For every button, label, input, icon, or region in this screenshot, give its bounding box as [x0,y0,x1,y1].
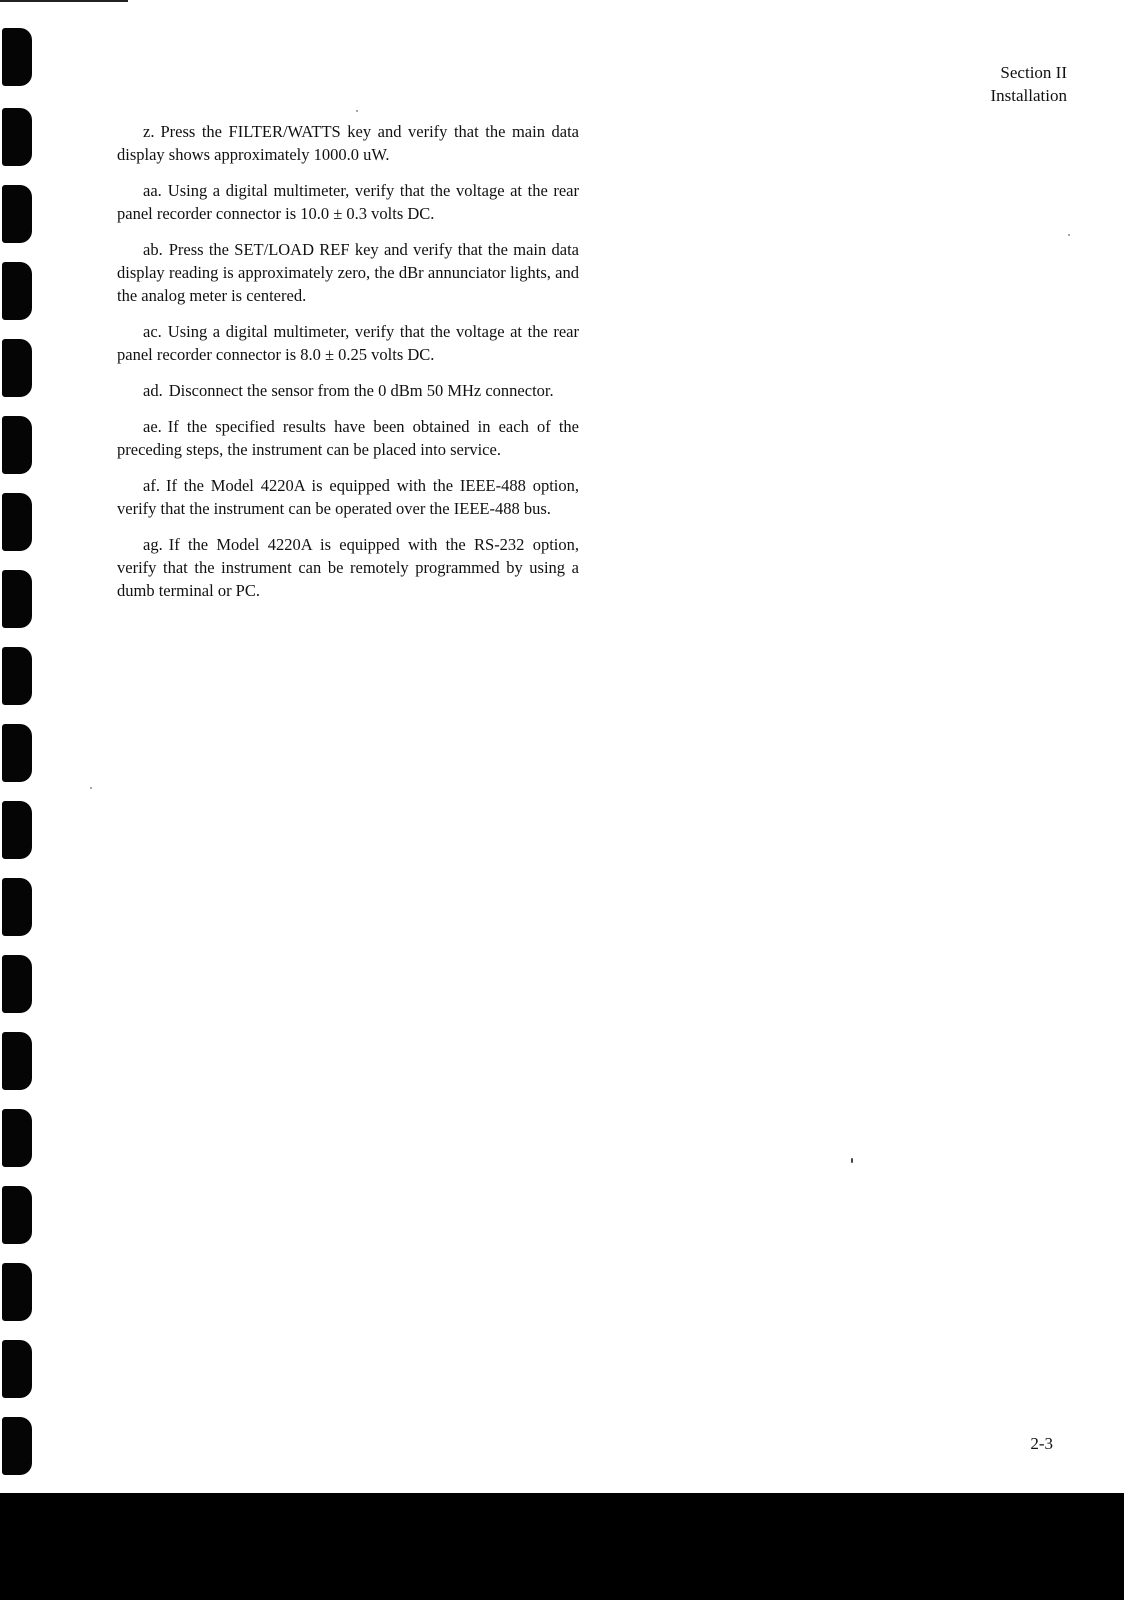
binding-hole [2,647,32,705]
binding-hole [2,724,32,782]
binding-hole [2,801,32,859]
step-text: Press the SET/LOAD REF key and verify that the main data display reading is approximately zero, the dBr annunciator lights, and the analog meter is centered. [117,240,579,305]
binding-hole [2,955,32,1013]
step-label: ad. [143,381,163,400]
binding-hole [2,262,32,320]
binding-hole [2,1340,32,1398]
binding-hole [2,1417,32,1475]
binding-hole [2,185,32,243]
step-text: If the Model 4220A is equipped with the RS-232 option, verify that the instrument can be remotely programmed by using a dumb terminal or PC. [117,535,579,600]
step-label: aa. [143,181,162,200]
step-label: ab. [143,240,163,259]
page-number: 2-3 [1030,1434,1053,1453]
procedure-step [117,533,579,602]
binding-hole [2,493,32,551]
section-header [991,61,1067,107]
procedure-step [117,474,579,520]
binding-hole [2,108,32,166]
step-text: If the specified results have been obtained in each of the preceding steps, the instrument can be placed into service. [117,417,579,459]
section-number: Section II [1000,63,1067,82]
step-text: Using a digital multimeter, verify that the voltage at the rear panel recorder connector is 10.0 ± 0.3 volts DC. [117,181,579,223]
procedure-step [117,179,579,225]
procedure-step [117,320,579,366]
binding-hole [2,416,32,474]
step-label: af. [143,476,160,495]
scan-speck [851,1158,853,1163]
binding-hole [2,1109,32,1167]
step-label: ae. [143,417,162,436]
binding-hole [2,1263,32,1321]
binding-holes-strip [0,0,40,1490]
scan-bottom-band [0,1493,1124,1600]
scan-speck [356,110,358,112]
binding-hole [2,339,32,397]
scan-speck [90,787,92,789]
procedure-step [117,120,579,166]
step-label: ag. [143,535,163,554]
procedure-steps [117,120,579,615]
step-label: ac. [143,322,162,341]
binding-hole [2,1032,32,1090]
binding-hole [2,878,32,936]
step-text: Press the FILTER/WATTS key and verify that the main data display shows approximately 1000.0 uW. [117,122,579,164]
step-text: If the Model 4220A is equipped with the IEEE-488 option, verify that the instrument can be operated over the IEEE-488 bus. [117,476,579,518]
step-text: Disconnect the sensor from the 0 dBm 50 MHz connector. [168,381,554,400]
step-text: Using a digital multimeter, verify that the voltage at the rear panel recorder connector is 8.0 ± 0.25 volts DC. [117,322,579,364]
section-title: Installation [990,86,1067,105]
binding-hole [2,28,32,86]
binding-hole [2,1186,32,1244]
procedure-step [117,379,579,402]
procedure-step [117,415,579,461]
scan-speck [1068,234,1070,236]
procedure-step [117,238,579,307]
binding-hole [2,570,32,628]
step-label: z. [143,122,155,141]
